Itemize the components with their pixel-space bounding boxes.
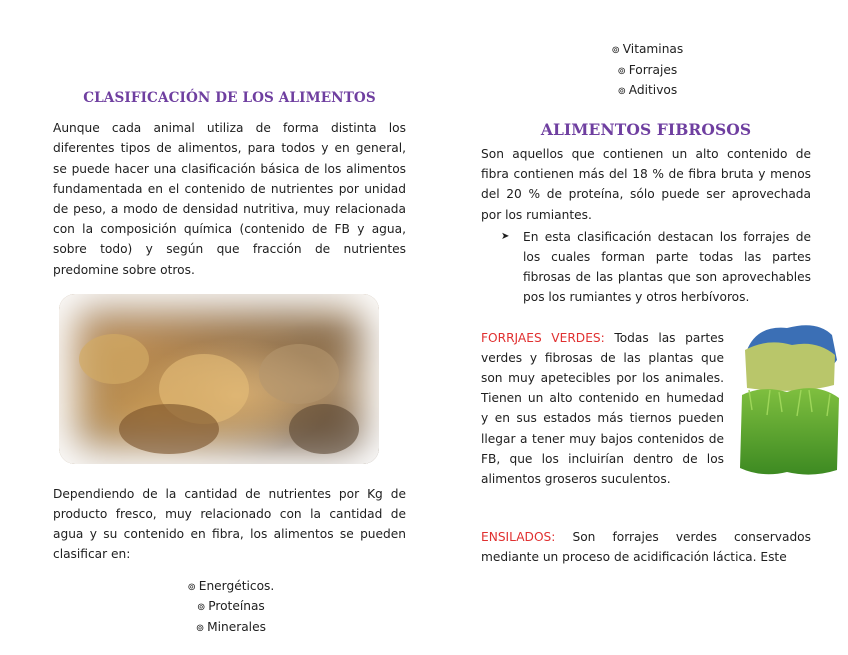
circle-bullet-icon: ⊚ <box>187 581 196 593</box>
paragraph-classify: Dependiendo de la cantidad de nutrientes por Kg de producto fresco, muy relacionado con la cantidad de agua y su contenido en fibra, los alimentos se pueden clasificar en: <box>53 486 406 562</box>
bullet-list-left <box>53 577 406 639</box>
arrow-bullet-icon: ➤ <box>501 230 510 242</box>
paragraph-ensilados: ENSILADOS: Son forrajes verdes conservados mediante un proceso de acidificación láctica. Este <box>481 530 811 565</box>
arrow-list-item: ➤ En esta clasificación destacan los forrajes de los cuales forman parte todas las partes fibrosas de las plantas que son aprovechables pos los rumiantes y otros herbívoros. <box>481 227 811 308</box>
grains-photo <box>59 294 379 464</box>
paragraph-fibrosos: Son aquellos que contienen un alto contenido de fibra contienen más del 18 % de fibra bruta y menos del 20 % de proteína, sólo puede ser aprovechada por los rumiantes. <box>481 146 811 222</box>
paragraph-intro: Aunque cada animal utiliza de forma distinta los diferentes tipos de alimentos, para todos y en general, se puede hacer una clasificación básica de los alimentos fundamentada en el contenido de nutrientes por unidad de peso, a modo de densidad nutritiva, muy relacionada con la composición química (contenido de FB y agua, sobre todo) y según que fracción de nutrientes predomine sobre otros. <box>53 121 406 277</box>
list-item: ⊚ Minerales <box>53 618 406 639</box>
circle-bullet-icon: ⊚ <box>617 86 626 98</box>
list-item: ⊚ Proteínas <box>53 597 406 618</box>
circle-bullet-icon: ⊚ <box>617 65 626 77</box>
list-item: ⊚ Vitaminas <box>481 40 811 61</box>
forrajes-label: FORRJAES VERDES: <box>481 330 605 345</box>
heading-clasificacion: CLASIFICACIÓN DE LOS ALIMENTOS <box>83 90 376 106</box>
bullet-list-right <box>481 40 811 102</box>
circle-bullet-icon: ⊚ <box>195 622 205 634</box>
list-item: ⊚ Forrajes <box>481 61 811 82</box>
circle-bullet-icon: ⊚ <box>197 602 206 614</box>
paragraph-forrajes: FORRJAES VERDES: Todas las partes verdes y fibrosas de las plantas que son muy apetecibles por los animales. Tienen un alto contenido en humedad y en sus estados más tiernos pueden llegar a tener muy bajos contenidos de FB, que los incluirían dentro de los alimentos groseros suculentos. <box>481 330 724 487</box>
list-item: ⊚ Aditivos <box>481 81 811 102</box>
forage-grass-photo <box>737 320 840 478</box>
left-column <box>53 84 406 638</box>
heading-fibrosos: ALIMENTOS FIBROSOS <box>540 119 752 139</box>
right-column <box>481 40 811 568</box>
list-item: ⊚ Energéticos. <box>53 577 406 598</box>
ensilados-label: ENSILADOS: <box>481 530 556 545</box>
circle-bullet-icon: ⊚ <box>611 45 620 56</box>
